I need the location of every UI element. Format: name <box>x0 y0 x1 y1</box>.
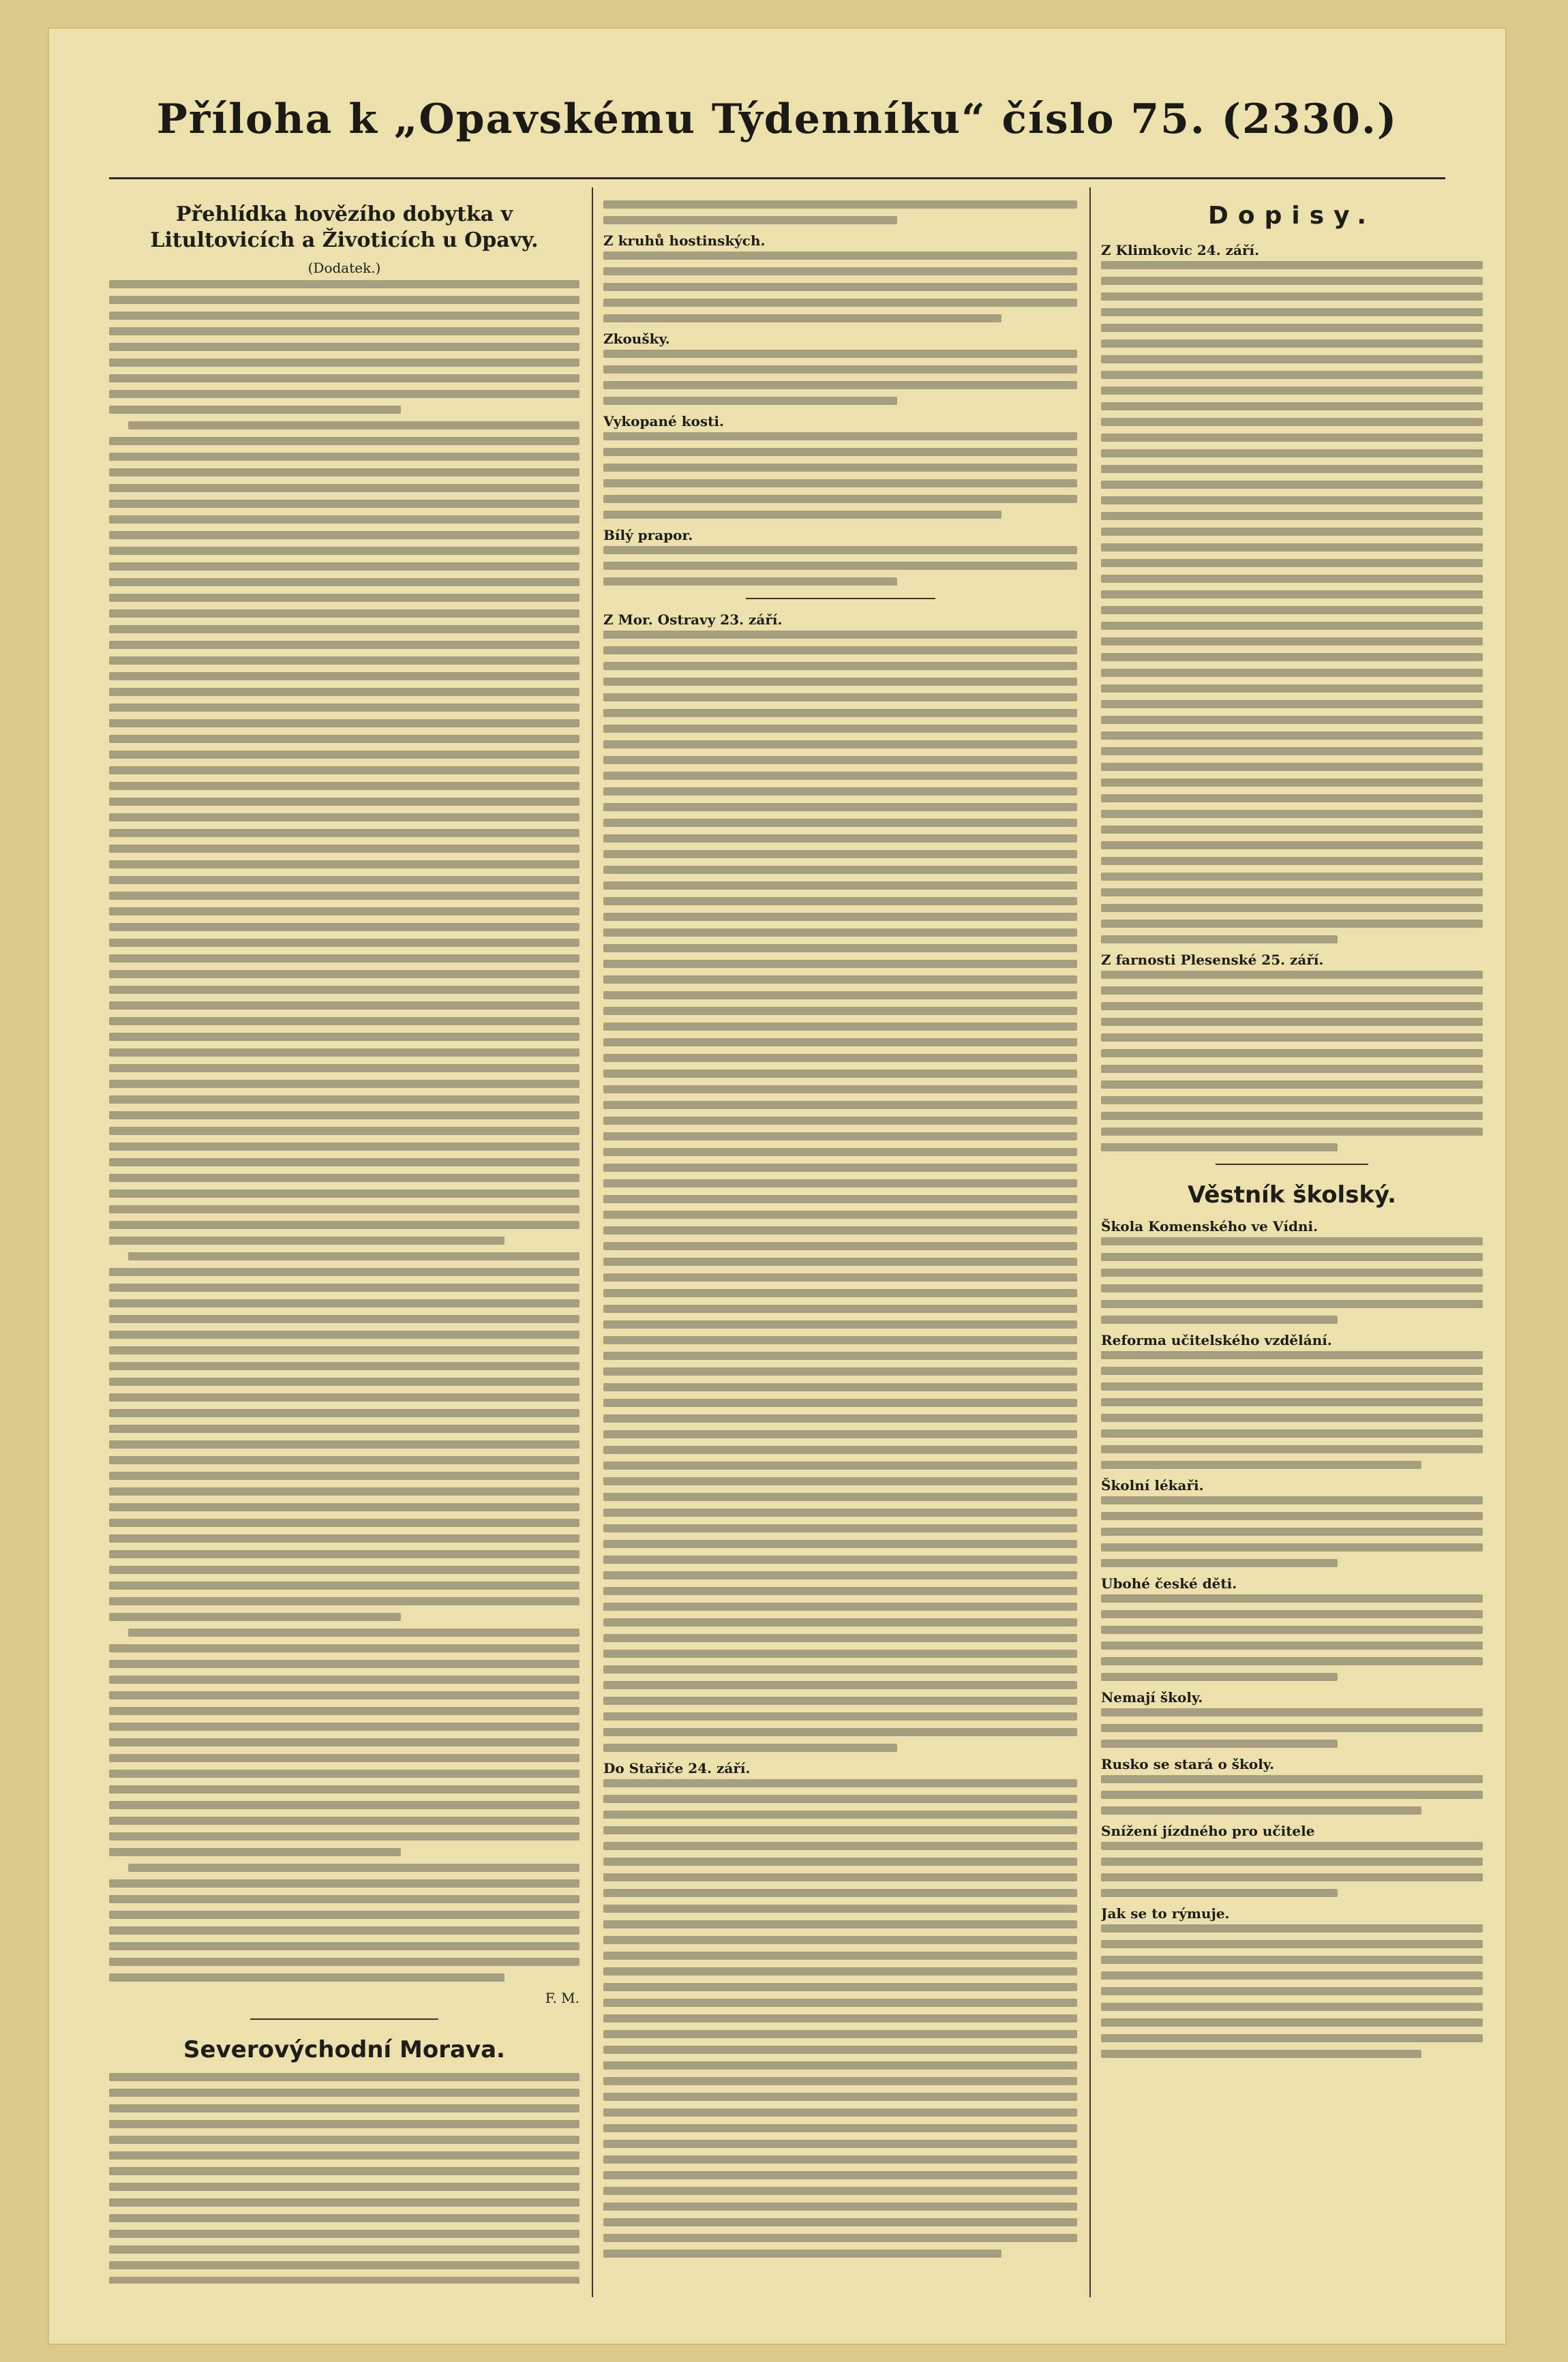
section-separator <box>1216 1164 1368 1165</box>
masthead-rule <box>109 177 1445 179</box>
news-item-heading: Z Mor. Ostravy 23. září. <box>603 611 783 628</box>
continued-text <box>603 200 1077 224</box>
news-item-heading: Snížení jízdného pro učitele <box>1101 1823 1315 1839</box>
article-headline: Přehlídka hovězího dobytka v Litultovicích a Životicích u Opavy. <box>150 202 539 252</box>
news-item-heading: Z farnosti Plesenské 25. září. <box>1101 952 1324 968</box>
section-separator <box>746 598 935 599</box>
news-item-heading: Do Stařiče 24. září. <box>603 1760 751 1776</box>
section-body <box>109 2073 579 2284</box>
news-item-heading: Rusko se stará o školy. <box>1101 1756 1275 1772</box>
news-item-heading: Nemají školy. <box>1101 1689 1203 1706</box>
section-separator <box>250 2018 438 2020</box>
section-heading: Dopisy. <box>1208 202 1376 230</box>
news-item-heading: Z kruhů hostinských. <box>603 232 766 249</box>
masthead <box>102 95 1452 191</box>
section-heading: Severovýchodní Morava. <box>183 2036 505 2063</box>
news-item-heading: Školní lékaři. <box>1101 1477 1204 1494</box>
column-divider <box>1089 187 1091 2297</box>
news-item-heading: Z Klimkovic 24. září. <box>1101 242 1260 258</box>
column-1 <box>109 198 579 2284</box>
column-divider <box>592 187 593 2297</box>
section-heading: Věstník školský. <box>1187 1181 1397 1209</box>
article-note: (Dodatek.) <box>307 260 381 276</box>
column-3 <box>1101 198 1483 2284</box>
news-item-heading: Zkoušky. <box>603 331 670 347</box>
news-item-heading: Škola Komenského ve Vídni. <box>1101 1218 1318 1235</box>
page-title: Příloha k „Opavskému Týdenníku“ číslo 75. (2330.) <box>156 95 1398 143</box>
article-body <box>109 280 579 1982</box>
news-item-heading: Vykopané kosti. <box>603 413 724 429</box>
news-item-heading: Jak se to rýmuje. <box>1101 1905 1230 1922</box>
news-item-heading: Reforma učitelského vzdělání. <box>1101 1332 1332 1348</box>
news-item-heading: Ubohé české děti. <box>1101 1575 1237 1592</box>
column-2 <box>603 198 1077 2284</box>
newspaper-page <box>48 27 1507 2345</box>
article-signature: F. M. <box>545 1990 579 2006</box>
news-item-heading: Bílý prapor. <box>603 527 693 543</box>
